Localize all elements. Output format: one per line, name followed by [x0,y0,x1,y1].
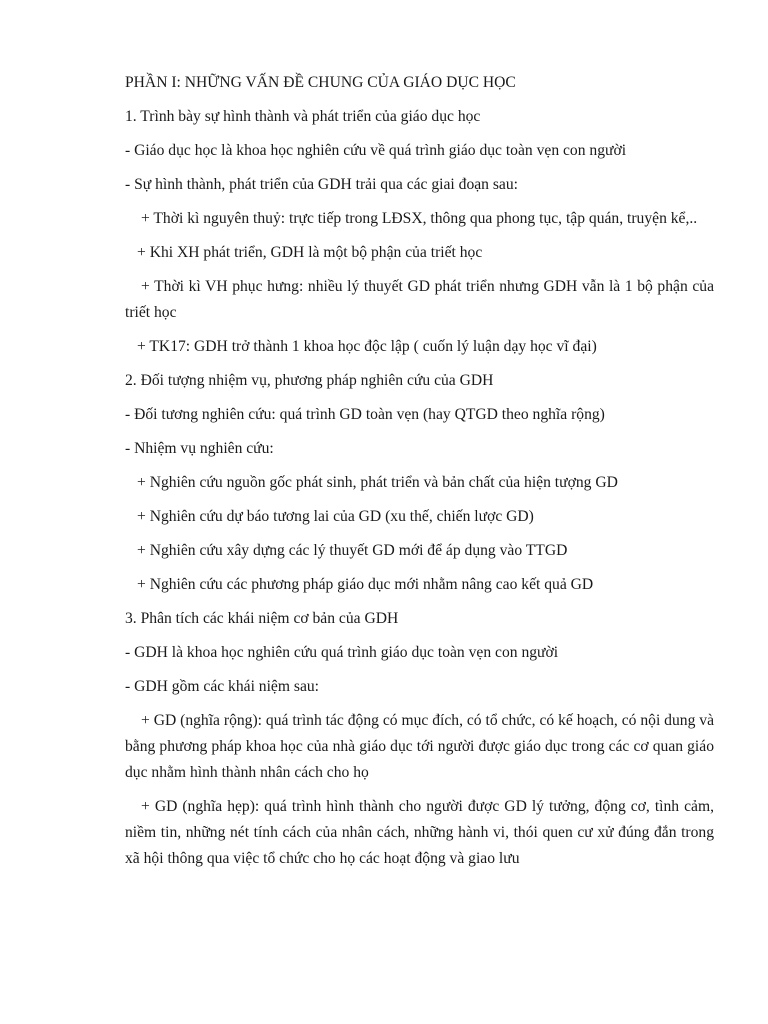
section-heading-2: 2. Đối tượng nhiệm vụ, phương pháp nghiên cứu của GDH [125,372,494,389]
bullet-item: + TK17: GDH trở thành 1 khoa học độc lập ( cuốn lý luận dạy học vĩ đại) [137,338,597,355]
paragraph: - Sự hình thành, phát triển của GDH trải qua các giai đoạn sau: [125,176,518,193]
bullet-item: + Nghiên cứu xây dựng các lý thuyết GD mới để áp dụng vào TTGD [137,542,568,559]
document-body [125,70,714,880]
paragraph: - Giáo dục học là khoa học nghiên cứu về quá trình giáo dục toàn vẹn con người [125,142,627,159]
bullet-item: + Thời kì nguyên thuỷ: trực tiếp trong LĐSX, thông qua phong tục, tập quán, truyện kể,.. [141,210,698,227]
bullet-item: + GD (nghĩa hẹp): quá trình hình thành cho người được GD lý tưởng, động cơ, tình cảm, niềm tin, những nét tính cách của nhân cách, những hành vi, thói quen cư xử đúng đắn trong xã hội thông qua việc tổ chức cho họ các hoạt động và giao lưu [125,798,714,867]
paragraph: - GDH là khoa học nghiên cứu quá trình giáo dục toàn vẹn con người [125,644,559,661]
bullet-item: + Thời kì VH phục hưng: nhiều lý thuyết GD phát triển nhưng GDH vẫn là 1 bộ phận của triết học [125,278,714,321]
bullet-item: + Nghiên cứu dự báo tương lai của GD (xu thế, chiến lược GD) [137,508,534,525]
section-heading-1: 1. Trình bày sự hình thành và phát triển của giáo dục học [125,108,481,125]
bullet-item: + Nghiên cứu nguồn gốc phát sinh, phát triển và bản chất của hiện tượng GD [137,474,618,491]
bullet-item: + Khi XH phát triển, GDH là một bộ phận của triết học [137,244,483,261]
paragraph: - Nhiệm vụ nghiên cứu: [125,440,274,457]
bullet-item: + Nghiên cứu các phương pháp giáo dục mới nhằm nâng cao kết quả GD [137,576,594,593]
bullet-item: + GD (nghĩa rộng): quá trình tác động có mục đích, có tổ chức, có kế hoạch, có nội dung và bằng phương pháp khoa học của nhà giáo dục tới người được giáo dục trong các cơ quan giáo dục nhằm hình thành nhân cách cho họ [125,712,714,781]
part-heading: PHẦN I: NHỮNG VẤN ĐỀ CHUNG CỦA GIÁO DỤC HỌC [125,74,516,91]
paragraph: - Đối tương nghiên cứu: quá trình GD toàn vẹn (hay QTGD theo nghĩa rộng) [125,406,605,423]
section-heading-3: 3. Phân tích các khái niệm cơ bản của GDH [125,610,399,627]
paragraph: - GDH gồm các khái niệm sau: [125,678,320,695]
